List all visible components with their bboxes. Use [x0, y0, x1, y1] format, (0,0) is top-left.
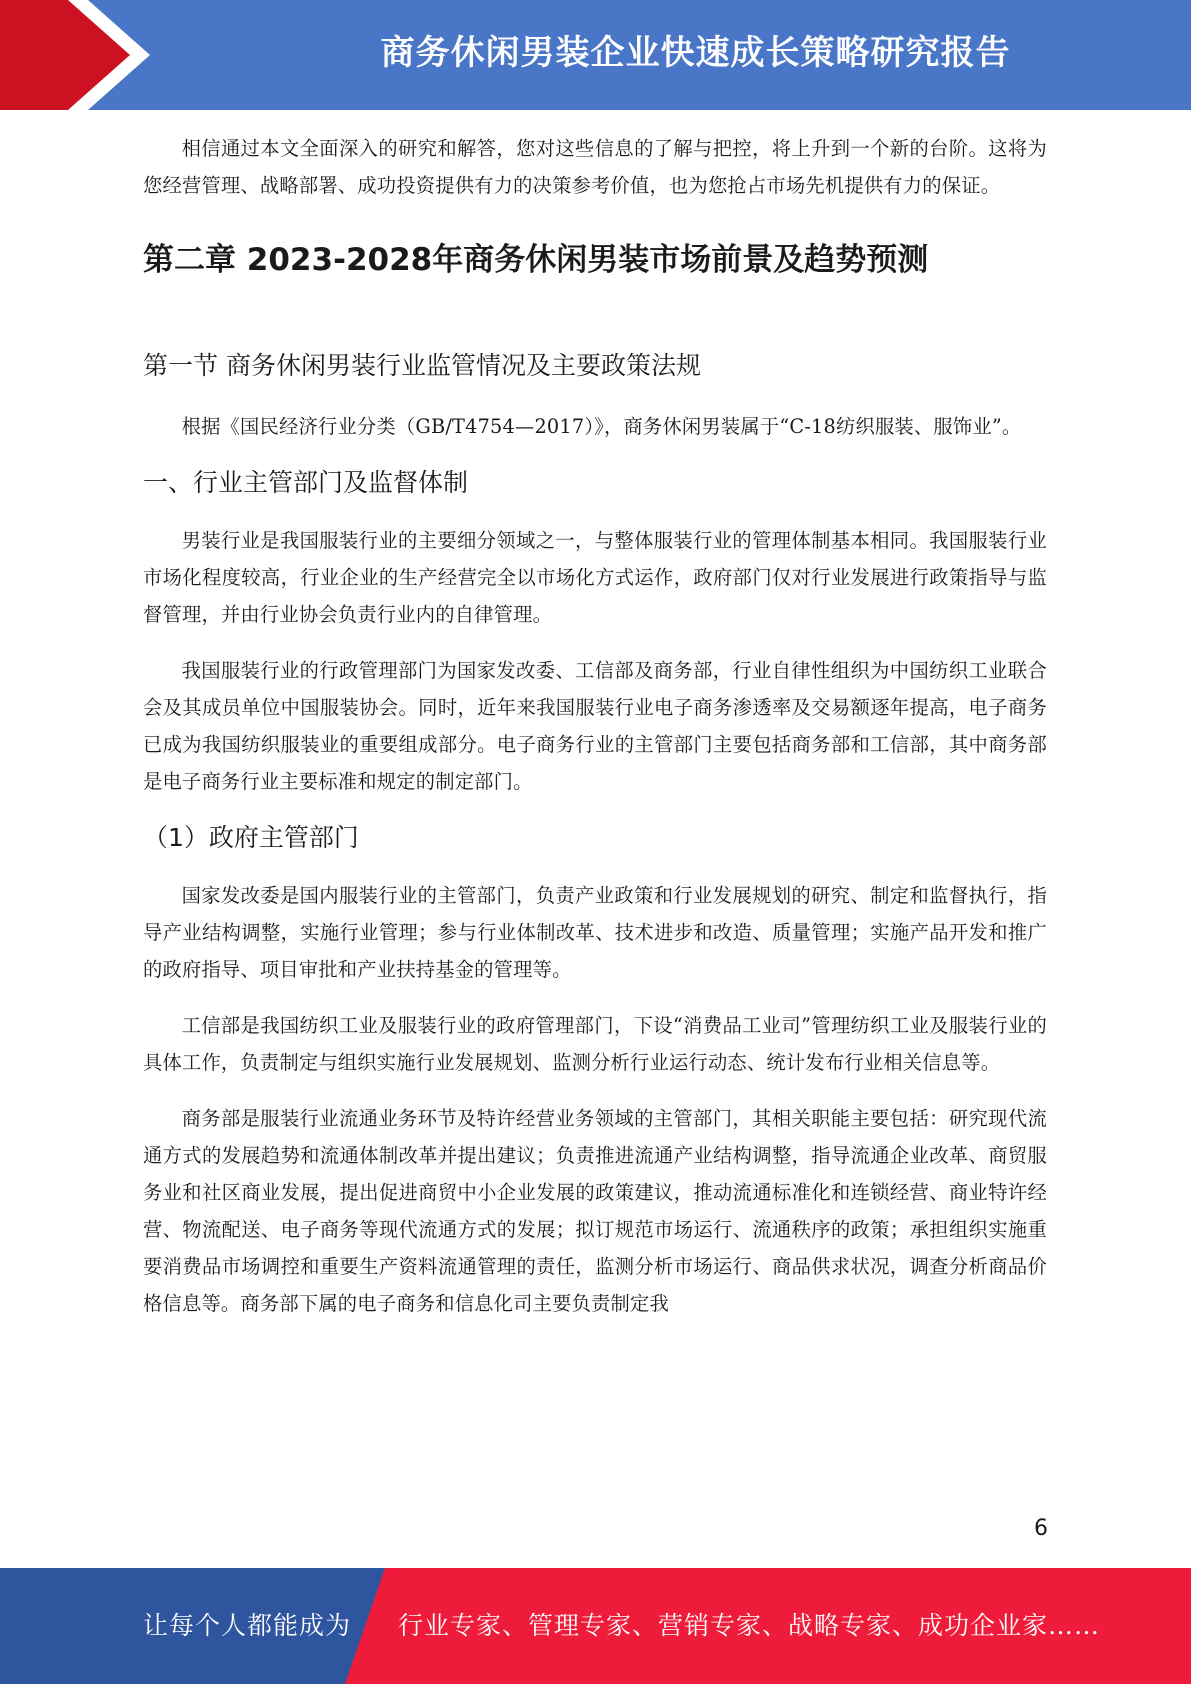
page-number: 6 — [1034, 1516, 1048, 1541]
footer-slogan-left: 让每个人都能成为 — [143, 1611, 352, 1640]
subsection-title: 一、行业主管部门及监督体制 — [143, 468, 469, 497]
chapter-title: 第二章 2023-2028年商务休闲男装市场前景及趋势预测 — [143, 242, 929, 278]
body-paragraph: 国家发改委是国内服装行业的主管部门，负责产业政策和行业发展规划的研究、制定和监督执行，指导产业结构调整，实施行业管理；参与行业体制改革、技术进步和改造、质量管理；实施产品开发和推广的政府指导、项目审批和产业扶持基金的管理等。 — [143, 884, 1047, 981]
page-header — [0, 0, 1191, 110]
body-paragraph: 工信部是我国纺织工业及服装行业的政府管理部门，下设“消费品工业司”管理纺织工业及服装行业的具体工作，负责制定与组织实施行业发展规划、监测分析行业运行动态、统计发布行业相关信息等。 — [143, 1014, 1047, 1074]
header-chevron-graphic — [0, 0, 160, 110]
subsub-title: （1）政府主管部门 — [143, 823, 359, 852]
page-footer — [0, 1568, 1191, 1684]
section-paragraph: 根据《国民经济行业分类（GB/T4754—2017）》，商务休闲男装属于“C-18纺织服装、服饰业”。 — [181, 415, 1022, 438]
document-body — [143, 130, 1047, 1341]
report-title: 商务休闲男装企业快速成长策略研究报告 — [380, 33, 1011, 73]
footer-slogan-right: 行业专家、管理专家、营销专家、战略专家、成功企业家…… — [398, 1611, 1101, 1640]
body-paragraph: 商务部是服装行业流通业务环节及特许经营业务领域的主管部门，其相关职能主要包括：研究现代流通方式的发展趋势和流通体制改革并提出建议；负责推进流通产业结构调整，指导流通企业改革、商贸服务业和社区商业发展，提出促进商贸中小企业发展的政策建议，推动流通标准化和连锁经营、商业特许经营、物流配送、电子商务等现代流通方式的发展；拟订规范市场运行、流通秩序的政策；承担组织实施重要消费品市场调控和重要生产资料流通管理的责任，监测分析市场运行、商品供求状况，调查分析商品价格信息等。商务部下属的电子商务和信息化司主要负责制定我 — [143, 1107, 1047, 1315]
body-paragraph: 男装行业是我国服装行业的主要细分领域之一，与整体服装行业的管理体制基本相同。我国服装行业市场化程度较高，行业企业的生产经营完全以市场化方式运作，政府部门仅对行业发展进行政策指导与监督管理，并由行业协会负责行业内的自律管理。 — [143, 529, 1047, 626]
body-paragraph: 我国服装行业的行政管理部门为国家发改委、工信部及商务部，行业自律性组织为中国纺织工业联合会及其成员单位中国服装协会。同时，近年来我国服装行业电子商务渗透率及交易额逐年提高，电子商务已成为我国纺织服装业的重要组成部分。电子商务行业的主管部门主要包括商务部和工信部，其中商务部是电子商务行业主要标准和规定的制定部门。 — [143, 659, 1047, 793]
intro-paragraph: 相信通过本文全面深入的研究和解答，您对这些信息的了解与把控，将上升到一个新的台阶。这将为您经营管理、战略部署、成功投资提供有力的决策参考价值，也为您抢占市场先机提供有力的保证。 — [143, 137, 1047, 197]
section-title: 第一节 商务休闲男装行业监管情况及主要政策法规 — [143, 351, 701, 380]
